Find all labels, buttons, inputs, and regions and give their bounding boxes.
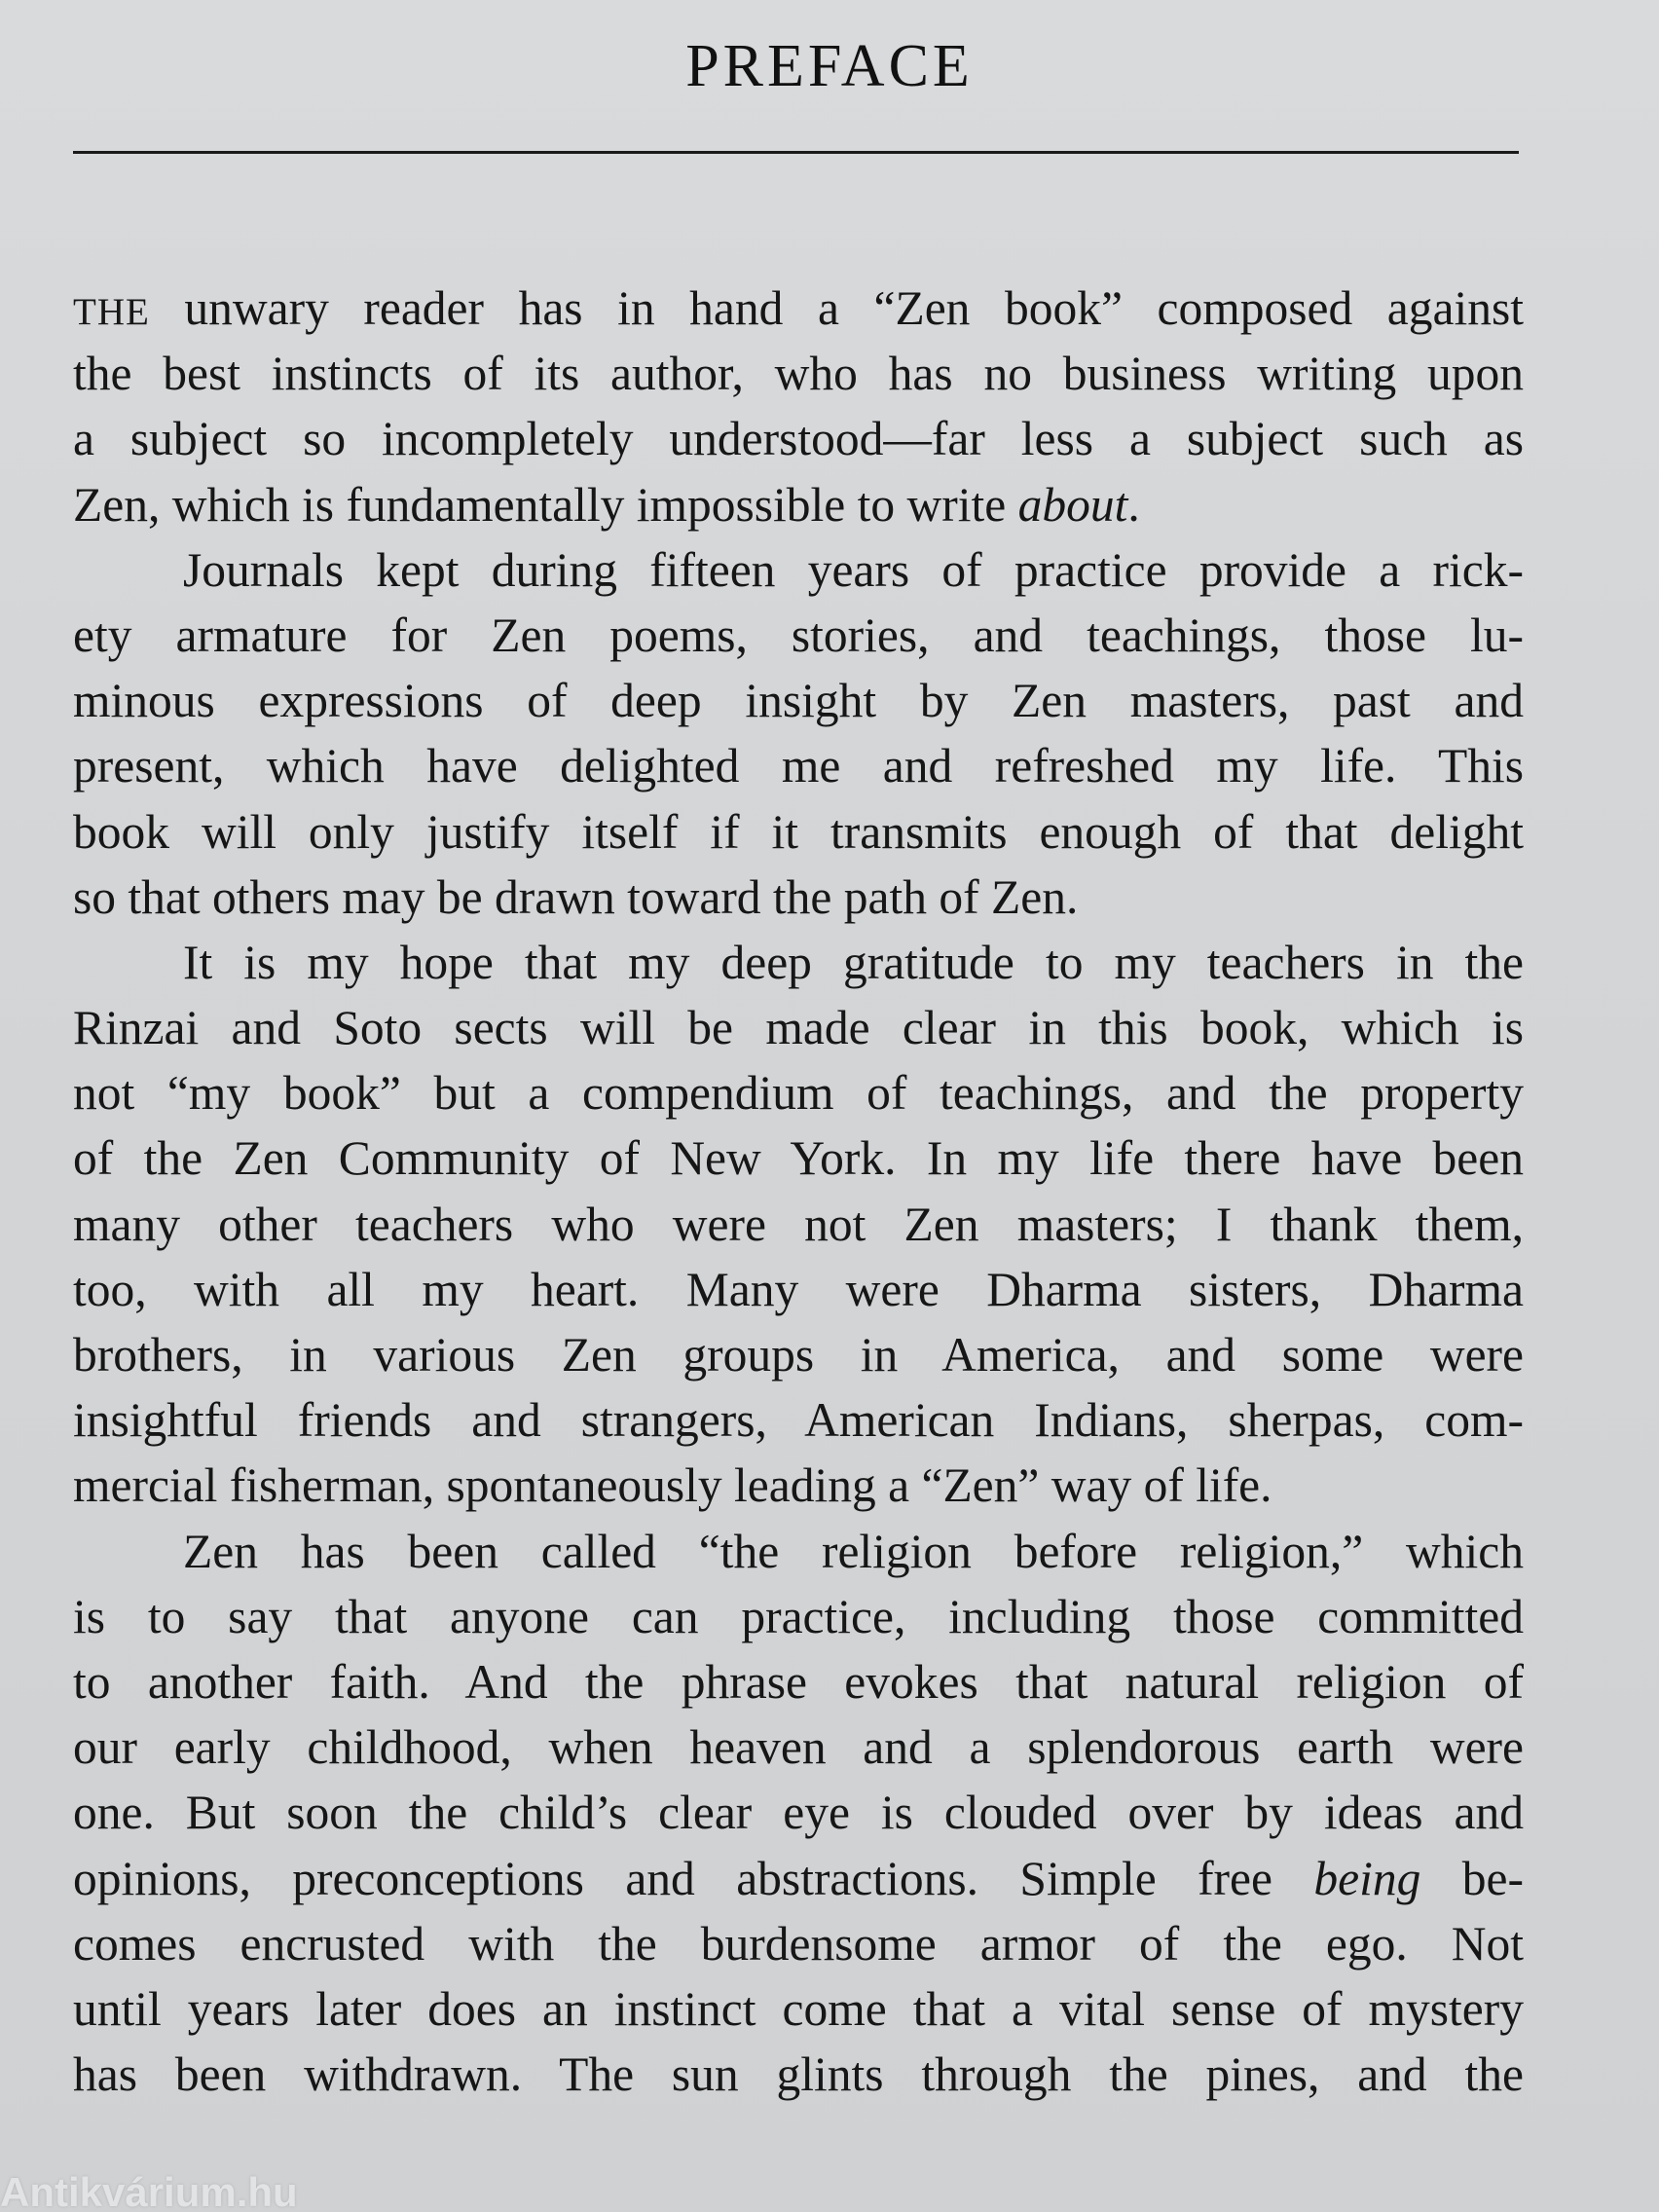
paragraph-2 [73, 537, 1524, 930]
emphasis: about [1017, 477, 1128, 532]
lead-small-caps: THE [73, 291, 150, 333]
paragraph-4 [73, 1519, 1524, 2108]
text-line: the best instincts of its author, who has no business writing upon [73, 347, 1524, 401]
text-line: insightful friends and strangers, American Indians, sherpas, com- [73, 1393, 1524, 1448]
text-line: a subject so incompletely understood—far less a subject such as [73, 412, 1524, 466]
text-line: comes encrusted with the burdensome armor of the ego. Not [73, 1916, 1524, 1971]
text-line: THE unwary reader has in hand a “Zen book” composed against [73, 281, 1524, 335]
text-line: so that others may be drawn toward the path of Zen. [73, 869, 1079, 924]
text-line: mercial fisherman, spontaneously leading a “Zen” way of life. [73, 1458, 1272, 1513]
body-text [73, 276, 1524, 2107]
text-line: until years later does an instinct come that a vital sense of mystery [73, 1981, 1524, 2036]
text-line: our early childhood, when heaven and a splendorous earth were [73, 1720, 1524, 1775]
text-line: has been withdrawn. The sun glints through the pines, and the [73, 2047, 1524, 2102]
text-line: Zen, which is fundamentally impossible to write about. [73, 477, 1140, 532]
text-line: It is my hope that my deep gratitude to my teachers in the [183, 935, 1524, 989]
text-line: is to say that anyone can practice, including those committed [73, 1589, 1524, 1643]
paragraph-3 [73, 930, 1524, 1519]
text-line: not “my book” but a compendium of teachings, and the property [73, 1066, 1524, 1121]
text-line: many other teachers who were not Zen masters; I thank them, [73, 1197, 1524, 1251]
text-line: Journals kept during fifteen years of practice provide a rick- [183, 542, 1524, 597]
page-title: PREFACE [685, 33, 974, 99]
title-rule [73, 151, 1519, 154]
text-line: opinions, preconceptions and abstractions. Simple free being be- [73, 1851, 1524, 1905]
text-line: Rinzai and Soto sects will be made clear in this book, which is [73, 1001, 1524, 1055]
text-line: of the Zen Community of New York. In my life there have been [73, 1131, 1524, 1186]
text-line: too, with all my heart. Many were Dharma sisters, Dharma [73, 1262, 1524, 1316]
text-line: brothers, in various Zen groups in America, and some were [73, 1328, 1524, 1382]
text-line: minous expressions of deep insight by Zen masters, past and [73, 674, 1524, 728]
watermark: Antikvárium.hu [0, 2173, 298, 2212]
text-line: Zen has been called “the religion before religion,” which [183, 1524, 1524, 1578]
text-line: book will only justify itself if it transmits enough of that delight [73, 804, 1524, 859]
paragraph-1 [73, 276, 1524, 537]
text-line: to another faith. And the phrase evokes that natural religion of [73, 1654, 1524, 1709]
emphasis: being [1313, 1851, 1421, 1905]
text-line: one. But soon the child’s clear eye is clouded over by ideas and [73, 1786, 1524, 1840]
text-line: ety armature for Zen poems, stories, and teachings, those lu- [73, 608, 1524, 662]
text-line: present, which have delighted me and refreshed my life. This [73, 739, 1524, 793]
